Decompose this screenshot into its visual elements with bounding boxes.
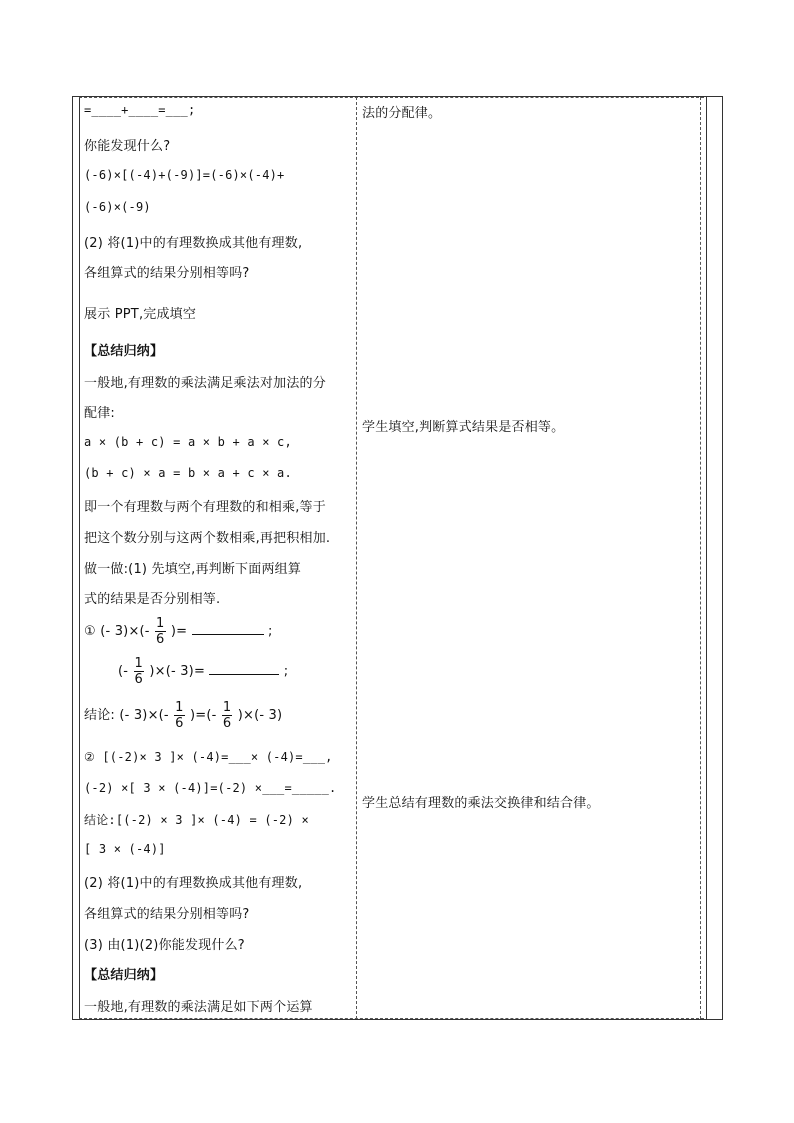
eq2-left: (- [118,664,129,679]
activity-note-2: 学生填空,判断算式结果是否相等。 [362,420,565,435]
fraction-one-sixth [155,616,165,647]
eq2-right: )×(- 3)= [149,664,206,679]
answer-blank [192,622,264,635]
task-3-line: (3) 由(1)(2)你能发现什么? [84,938,245,953]
law-explanation-line-2: 把这个数分别与这两个数相乘,再把积相加. [84,531,331,546]
column-divider-right [700,97,701,1019]
conclusion-associative-line-2: [ 3 × (-4)] [84,842,166,856]
summary-text-line-1: 一般地,有理数的乘法满足乘法对加法的分 [84,376,326,391]
summary-heading-2: 【总结归纳】 [84,968,164,983]
exercise-equation-3: ② [(-2)× 3 ]× (-4)=___× (-4)=___, [84,750,333,764]
distributive-example-line-2: (-6)×(-9) [84,200,151,214]
summary-heading: 【总结归纳】 [84,344,164,359]
table-inner-right-border [706,97,707,1019]
fraction-one-sixth [174,700,184,731]
fraction-one-sixth [134,656,144,687]
eq1-right: )= [170,624,188,639]
activity-note-3: 学生总结有理数的乘法交换律和结合律。 [362,796,600,811]
fraction-denominator: 6 [222,716,232,731]
distributive-law-formula-1: a × (b + c) = a × b + a × c, [84,435,292,449]
task-2b-line-1: (2) 将(1)中的有理数换成其他有理数, [84,876,303,891]
conclusion-part-b: )=(- [190,708,217,723]
blank-equation-line: =____+____=___; [84,103,196,117]
fraction-denominator: 6 [134,672,143,687]
row-bottom-divider [79,1018,704,1019]
conclusion-part-c: )×(- 3) [237,708,283,723]
law-explanation-line-1: 即一个有理数与两个有理数的和相乘,等于 [84,500,326,515]
answer-blank [209,662,279,675]
question-line: 你能发现什么? [84,139,171,154]
exercise-intro-line-2: 式的结果是否分别相等. [84,592,221,607]
task-2b-line-2: 各组算式的结果分别相等吗? [84,907,250,922]
column-divider [356,97,357,1019]
task-2-line-1: (2) 将(1)中的有理数换成其他有理数, [84,236,303,251]
fraction-numerator: 1 [222,700,232,715]
exercise-equation-1 [84,616,273,647]
row-top-divider [79,97,704,98]
fraction-numerator: 1 [175,700,184,715]
exercise-intro-line-1: 做一做:(1) 先填空,再判断下面两组算 [84,562,302,577]
conclusion-part-a: (- 3)×(- [119,708,169,723]
ppt-instruction: 展示 PPT,完成填空 [84,307,197,322]
eq1-left: (- 3)×(- [100,624,150,639]
exercise-equation-2 [118,656,288,687]
conclusion-commutative [84,700,282,731]
fraction-one-sixth [222,700,232,731]
activity-note-1: 法的分配律。 [362,106,442,121]
summary-text-line-2: 配律: [84,406,115,421]
distributive-example-line-1: (-6)×[(-4)+(-9)]=(-6)×(-4)+ [84,168,285,182]
summary-text-2: 一般地,有理数的乘法满足如下两个运算 [84,1000,313,1015]
distributive-law-formula-2: (b + c) × a = b × a + c × a. [84,466,292,480]
fraction-numerator: 1 [134,656,143,671]
eq2-end: ; [283,664,289,679]
eq1-end: ; [267,624,273,639]
circled-number-1: ① [84,624,96,639]
table-inner-left-border [79,97,80,1019]
fraction-denominator: 6 [156,632,165,647]
fraction-numerator: 1 [156,616,165,631]
conclusion-associative-line-1: 结论:[(-2) × 3 ]× (-4) = (-2) × [84,813,309,827]
conclusion-label: 结论: [84,708,115,723]
task-2-line-2: 各组算式的结果分别相等吗? [84,266,250,281]
fraction-denominator: 6 [175,716,184,731]
exercise-equation-4: (-2) ×[ 3 × (-4)]=(-2) ×___=_____. [84,781,337,795]
